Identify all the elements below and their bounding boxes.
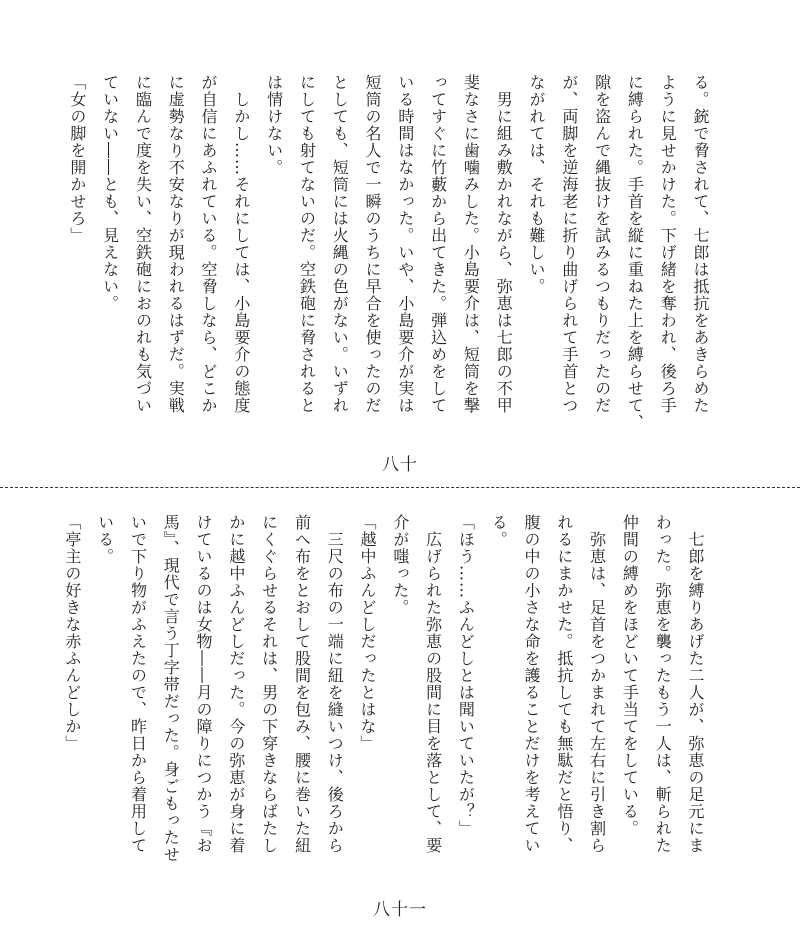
text-column: 介が嗤った。: [390, 514, 410, 616]
text-column: わった。弥恵を襲ったもう一人は、斬られた: [653, 514, 673, 854]
text-column: に縛られた。手首を縦に重ねた上を縛らせて、: [625, 74, 645, 431]
text-column: ながれては、それも難しい。: [527, 74, 547, 295]
text-column: ように見せかけた。下げ緒を奪われ、後ろ手: [658, 74, 678, 414]
chapter-80-text: [60, 74, 716, 431]
text-column: 短筒の名人で一瞬のうちに早合を使ったのだ: [363, 74, 383, 414]
text-column: る。: [489, 514, 509, 548]
text-column: れるにまかせた。抵抗しても無駄だと悟り、: [554, 514, 574, 854]
text-column: いる時間はなかった。いや、小島要介が実は: [395, 74, 415, 414]
text-column: 斐なさに歯噛みした。小島要介は、短筒を撃: [461, 74, 481, 414]
text-column: 「亭主の好きな赤ふんどしか」: [62, 514, 82, 752]
text-column: に虚勢なり不安なりが現われるはずだ。実戦: [166, 74, 186, 414]
text-column: 馬』、現代で言う丁字帯だった。身ごもったせ: [161, 514, 181, 863]
text-column: 隙を盗んで縄抜けを試みるつもりだったのだ: [592, 74, 612, 414]
text-column: 弥恵は、足首をつかまれて左右に引き割ら: [587, 514, 607, 854]
text-column: 三尺の布の一端に紐を縫いつけ、後ろから: [325, 514, 345, 854]
text-column: 仲間の縛めをほどいて手当てをしている。: [620, 514, 640, 837]
text-column: に臨んで度を失い、空鉄砲におのれも気づい: [133, 74, 153, 414]
text-column: が自信にあふれている。空脅しなら、どこか: [199, 74, 219, 414]
text-column: 七郎を縛りあげた二人が、弥恵の足元にま: [686, 514, 705, 854]
text-column: いる。: [95, 514, 115, 565]
text-column: る。銃で脅されて、七郎は抵抗をあきらめた: [691, 74, 710, 414]
text-column: ていない――とも、見えない。: [100, 74, 120, 312]
text-column: ってすぐに竹藪から出てきた。弾込めをして: [428, 74, 448, 414]
text-column: 「越中ふんどしだったとはな」: [358, 514, 378, 752]
text-column: にしても射てないのだ。空鉄砲に脅されると: [297, 74, 317, 414]
text-column: いで下り物がふえたので、昨日から着用して: [128, 514, 148, 854]
chapter-81-text: [55, 514, 711, 884]
text-column: 腹の中の小さな命を護ることだけを考えてい: [522, 514, 542, 854]
text-column: 「女の脚を開かせろ」: [67, 74, 87, 244]
text-column: けているのは女物――月の障りにつかう『お: [194, 514, 214, 854]
text-column: 男に組み敷かれながら、弥恵は七郎の不甲: [494, 74, 514, 414]
text-column: 前へ布をとおして股間を包み、腰に巻いた紐: [292, 514, 312, 854]
text-column: かに越中ふんどしだった。今の弥恵が身に着: [226, 514, 246, 854]
text-column: 「ほう……ふんどしとは聞いていたが？」: [456, 514, 476, 837]
chapter-81-heading: 八十一: [373, 900, 427, 920]
page-divider: [0, 487, 800, 488]
text-column: しかし……それにしては、小島要介の態度: [231, 74, 251, 414]
text-column: としても、短筒には火縄の色がない。いずれ: [330, 74, 350, 414]
chapter-80-heading: 八十: [382, 455, 418, 475]
text-column: にくぐらせるそれは、男の下穿きならばたし: [259, 514, 279, 854]
text-column: は情けない。: [264, 74, 284, 176]
text-column: が、両脚を逆海老に折り曲げられて手首とつ: [559, 74, 579, 414]
text-column: 広げられた弥恵の股間に目を落として、要: [423, 514, 443, 854]
